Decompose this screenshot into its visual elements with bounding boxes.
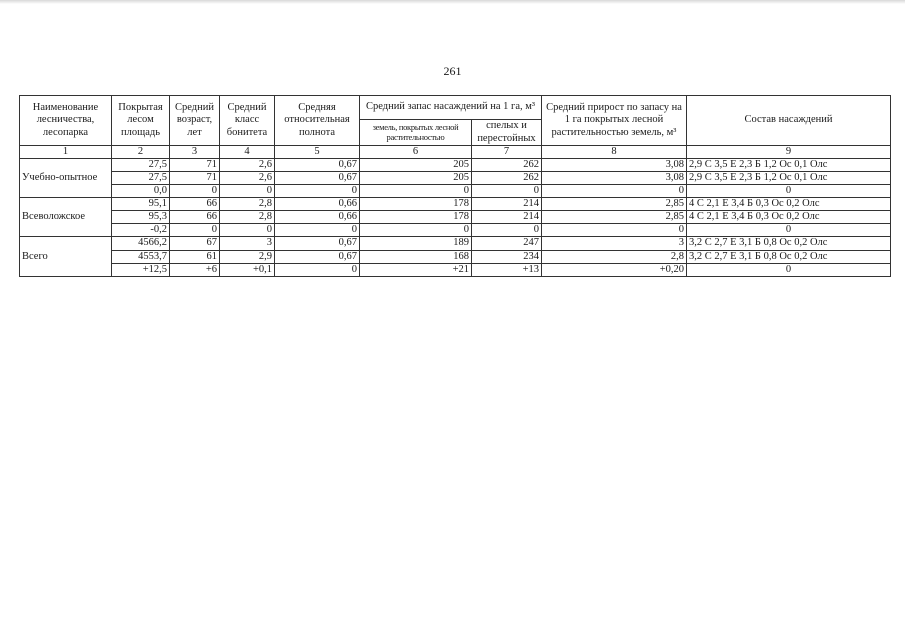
cell-stock-mature: 214 (472, 198, 542, 211)
cell-relative-density: 0,66 (275, 198, 360, 211)
cell-site-class: 2,6 (220, 159, 275, 172)
forestry-name: Всеволожское (20, 198, 112, 237)
cell-composition: 2,9 С 3,5 Е 2,3 Б 1,2 Ос 0,1 Олс (687, 159, 891, 172)
table-row (20, 224, 891, 237)
cell-forest-area: 4566,2 (112, 237, 170, 250)
column-number: 5 (275, 146, 360, 159)
column-number: 7 (472, 146, 542, 159)
cell-average-age: 66 (170, 198, 220, 211)
column-number: 9 (687, 146, 891, 159)
cell-site-class: 0 (220, 185, 275, 198)
cell-composition: 0 (687, 224, 891, 237)
cell-relative-density: 0,67 (275, 250, 360, 263)
cell-increment: 0 (542, 224, 687, 237)
cell-relative-density: 0 (275, 185, 360, 198)
cell-stock-forested: 178 (360, 198, 472, 211)
cell-relative-density: 0 (275, 224, 360, 237)
cell-composition: 4 С 2,1 Е 3,4 Б 0,3 Ос 0,2 Олс (687, 211, 891, 224)
header-forestry-name: Наименование лесничества, лесопарка (20, 96, 112, 146)
cell-average-age: 66 (170, 211, 220, 224)
cell-increment: 3 (542, 237, 687, 250)
header-stock-forested-lands: земель, покрытых лесной растительностью (360, 120, 472, 146)
cell-increment: 0 (542, 185, 687, 198)
cell-increment: +0,20 (542, 263, 687, 276)
header-forest-area: Покрытая лесом площадь (112, 96, 170, 146)
cell-composition: 2,9 С 3,5 Е 2,3 Б 1,2 Ос 0,1 Олс (687, 172, 891, 185)
column-number: 1 (20, 146, 112, 159)
column-number: 8 (542, 146, 687, 159)
table-row (20, 263, 891, 276)
column-number: 6 (360, 146, 472, 159)
cell-stock-mature: 214 (472, 211, 542, 224)
cell-average-age: 61 (170, 250, 220, 263)
cell-composition: 3,2 С 2,7 Е 3,1 Б 0,8 Ос 0,2 Олс (687, 250, 891, 263)
cell-composition: 3,2 С 2,7 Е 3,1 Б 0,8 Ос 0,2 Олс (687, 237, 891, 250)
cell-average-age: 0 (170, 185, 220, 198)
header-relative-density: Средняя относительная полнота (275, 96, 360, 146)
cell-relative-density: 0,67 (275, 159, 360, 172)
cell-site-class: +0,1 (220, 263, 275, 276)
cell-forest-area: 27,5 (112, 159, 170, 172)
cell-stock-forested: 0 (360, 185, 472, 198)
cell-average-age: 0 (170, 224, 220, 237)
cell-composition: 4 С 2,1 Е 3,4 Б 0,3 Ос 0,2 Олс (687, 198, 891, 211)
cell-relative-density: 0 (275, 263, 360, 276)
header-stock-mature: спелых и перестойных (472, 120, 542, 146)
cell-forest-area: 4553,7 (112, 250, 170, 263)
cell-increment: 2,8 (542, 250, 687, 263)
cell-site-class: 0 (220, 224, 275, 237)
cell-stock-forested: 168 (360, 250, 472, 263)
cell-increment: 3,08 (542, 159, 687, 172)
table-row (20, 250, 891, 263)
cell-average-age: 71 (170, 172, 220, 185)
cell-forest-area: 95,1 (112, 198, 170, 211)
cell-relative-density: 0,66 (275, 211, 360, 224)
header-composition: Состав насаждений (687, 96, 891, 146)
cell-stock-forested: 189 (360, 237, 472, 250)
cell-average-age: +6 (170, 263, 220, 276)
cell-composition: 0 (687, 263, 891, 276)
cell-site-class: 2,9 (220, 250, 275, 263)
cell-stock-mature: 0 (472, 185, 542, 198)
cell-forest-area: 95,3 (112, 211, 170, 224)
cell-stock-mature: 234 (472, 250, 542, 263)
cell-average-age: 67 (170, 237, 220, 250)
column-number: 2 (112, 146, 170, 159)
forestry-name: Всего (20, 237, 112, 276)
column-number-row (20, 146, 891, 159)
table-row (20, 198, 891, 211)
cell-site-class: 3 (220, 237, 275, 250)
cell-site-class: 2,8 (220, 211, 275, 224)
cell-increment: 2,85 (542, 211, 687, 224)
cell-increment: 2,85 (542, 198, 687, 211)
header-site-class: Средний класс бонитета (220, 96, 275, 146)
cell-stock-forested: 178 (360, 211, 472, 224)
cell-stock-forested: 0 (360, 224, 472, 237)
cell-site-class: 2,6 (220, 172, 275, 185)
cell-forest-area: 27,5 (112, 172, 170, 185)
cell-average-age: 71 (170, 159, 220, 172)
table-row (20, 159, 891, 172)
forest-statistics-table (19, 95, 891, 277)
cell-site-class: 2,8 (220, 198, 275, 211)
cell-stock-forested: +21 (360, 263, 472, 276)
cell-stock-forested: 205 (360, 159, 472, 172)
cell-stock-mature: 262 (472, 159, 542, 172)
cell-increment: 3,08 (542, 172, 687, 185)
header-average-increment: Средний прирост по запасу на 1 га покрытых лесной растительностью земель, м³ (542, 96, 687, 146)
column-number: 3 (170, 146, 220, 159)
header-average-stock: Средний запас насаждений на 1 га, м³ (360, 96, 542, 120)
cell-stock-mature: 247 (472, 237, 542, 250)
forestry-name: Учебно-опытное (20, 159, 112, 198)
cell-relative-density: 0,67 (275, 172, 360, 185)
table-row (20, 185, 891, 198)
cell-stock-mature: 0 (472, 224, 542, 237)
cell-relative-density: 0,67 (275, 237, 360, 250)
cell-forest-area: +12,5 (112, 263, 170, 276)
cell-forest-area: 0,0 (112, 185, 170, 198)
cell-stock-forested: 205 (360, 172, 472, 185)
page-top-edge (0, 0, 905, 4)
cell-stock-mature: 262 (472, 172, 542, 185)
header-average-age: Средний возраст, лет (170, 96, 220, 146)
table-row (20, 211, 891, 224)
cell-composition: 0 (687, 185, 891, 198)
table-row (20, 237, 891, 250)
table-row (20, 172, 891, 185)
cell-forest-area: -0,2 (112, 224, 170, 237)
column-number: 4 (220, 146, 275, 159)
page-number: 261 (443, 64, 462, 78)
cell-stock-mature: +13 (472, 263, 542, 276)
